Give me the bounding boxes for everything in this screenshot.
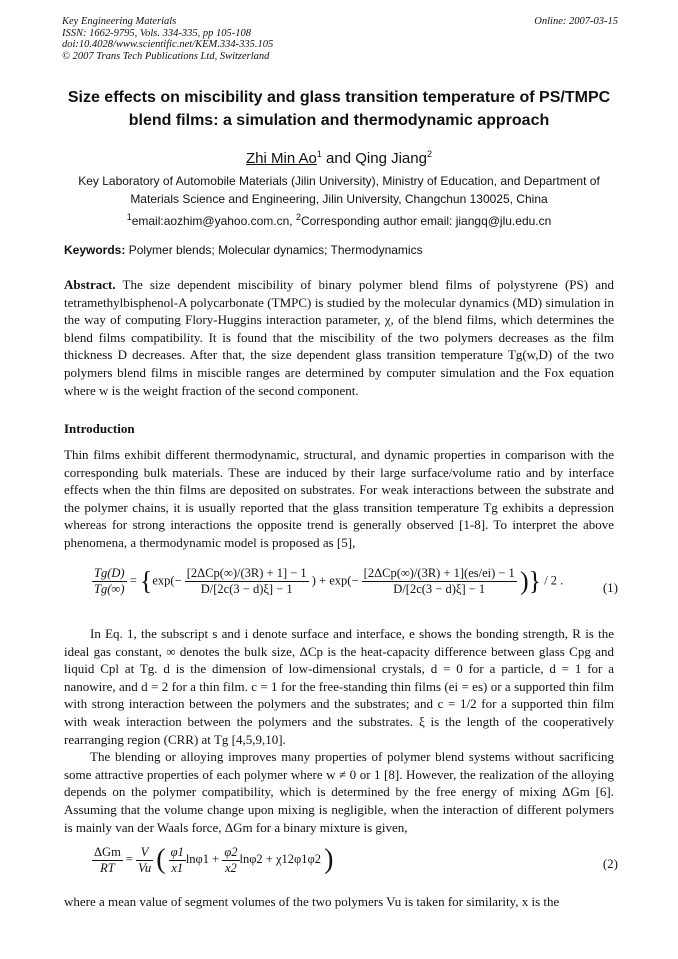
title-line-1: Size effects on miscibility and glass transition temperature of PS/TMPC bbox=[67, 89, 611, 106]
issn-line: ISSN: 1662-9795, Vols. 334-335, pp 105-108 bbox=[62, 27, 251, 39]
author-2-marker: 2 bbox=[426, 149, 432, 159]
email-2-marker: 2 bbox=[295, 212, 301, 222]
eq2-volume-ratio: $\frac{V}{Vu}$ bbox=[138, 844, 152, 875]
intro-paragraph-1: Thin films exhibit different thermodynamic, structural, and dynamic properties in comparison with the corresponding bulk materials. These are induced by their large surface/volume ratio and by interface effects when the thin films are deposited on substrates. For weak interactions between the substrate and the polymer chains, it is usually reported that the glass transition temperature Tg exhibits a depression whereas for strong interactions the opposite trend is generally observed [1-8]. To interpret the above phenomena, a thermodynamic model is proposed as [5], bbox=[64, 447, 614, 550]
affiliation bbox=[50, 172, 628, 230]
keywords-label: Keywords: bbox=[64, 243, 126, 257]
eq2-term-2: $\frac{\varphi 2}{x2}$ bbox=[224, 844, 238, 875]
equation-2-number: (2) bbox=[602, 856, 618, 871]
affiliation-line-2: Materials Science and Engineering, Jilin University, Changchun 130025, China bbox=[130, 192, 548, 206]
keywords bbox=[64, 243, 620, 257]
equation-2: $\frac{\text{ΔGm}}{RT}$ = $\frac{V}{Vu}$ ( $\frac{\varphi 1}{x1}$ lnφ1 + $\frac{\varphi 2}{x2}$ lnφ2 + χ12φ1φ2 ) (2) bbox=[94, 844, 618, 875]
online-date: Online: 2007-03-15 bbox=[534, 16, 618, 27]
keywords-text: Polymer blends; Molecular dynamics; Thermodynamics bbox=[125, 243, 423, 257]
eq1-fraction-1: $\frac{\text{[2ΔCp(∞)/(3R) + 1] − 1}}{D/[2c(3 - d)\xi] - 1}$ bbox=[186, 566, 307, 596]
doi-line: doi:10.4028/www.scientific.net/KEM.334-335.105 bbox=[62, 39, 274, 50]
copyright-line: © 2007 Trans Tech Publications Ltd, Switzerland bbox=[62, 50, 270, 62]
eq2-term-1: $\frac{\varphi 1}{x1}$ bbox=[170, 844, 184, 875]
eq1-fraction-2: $\frac{\text{[2ΔCp(∞)/(3R) + 1](es/ei) − 1}}{D/[2c(3 - d)\xi] - 1}$ bbox=[363, 566, 515, 596]
title-line-2: blend films: a simulation and thermodynamic approach bbox=[128, 112, 550, 129]
abstract bbox=[64, 276, 614, 399]
intro-paragraph-3: The blending or alloying improves many properties of polymer blend systems without sacrificing some attractive properties of each polymer where w ≠ 0 or 1 [8]. However, the realization of the alloying depends on the polymer compatibility, which is determined by the free energy of mixing ΔGm [6]. Assuming that the volume change upon mixing is negligible, when the interaction of different polymers is mainly van der Waals force, ΔGm for a binary mixture is given, bbox=[64, 749, 614, 835]
introduction-heading: Introduction bbox=[64, 421, 135, 436]
eq1-lhs: $\frac{Tg(D)}{Tg(\infty)}$ bbox=[94, 566, 125, 596]
abstract-text: The size dependent miscibility of binary polymer blend films of polystyrene (PS) and tetramethylbisphenol-A polycarbonate (TMPC) is studied by the molecular dynamics (MD) simulation in the way of computing Flory-Huggins interaction parameter, χ, of the blend films, which determines the blend films compatibility. It is found that the miscibility of the two polymers decreases as the film thickness D decreases. After that, the size dependent glass transition temperature Tg(w,D) of the two polymers blend films in miscible ranges are determined by computer simulation and the Fox equation where w is the weight fraction of the second component. bbox=[64, 277, 614, 398]
equation-1-number: (1) bbox=[602, 580, 618, 595]
author-1: Zhi Min Ao bbox=[246, 150, 317, 167]
author-1-marker: 1 bbox=[316, 149, 322, 159]
journal-name: Key Engineering Materials bbox=[62, 16, 177, 27]
author-list bbox=[40, 144, 638, 169]
intro-paragraphs bbox=[64, 625, 614, 836]
journal-header bbox=[62, 16, 618, 62]
eq2-lhs: $\frac{\text{ΔGm}}{RT}$ bbox=[94, 844, 121, 875]
paper-title bbox=[40, 86, 638, 132]
email-1: email:aozhim@yahoo.com.cn, bbox=[131, 214, 296, 228]
email-line bbox=[50, 208, 628, 230]
intro-paragraph-2: In Eq. 1, the subscript s and i denote surface and interface, e shows the bonding strength, R is the ideal gas constant, ∞ denotes the bulk size, ΔCp is the heat-capacity difference between glass Cpg and liquid Cpl at Tg. d is the dimension of low-dimensional crystals, d = 0 for a particle, d = 1 for a nanowire, and d = 2 for a thin film. c = 1 for the free-standing thin films (ei = es) or a supported thin film with strong interaction between the polymers and the substrates; and c = 1/2 for a supported thin film with weak interaction between the polymers and the substrates. ξ is the length of the cooperatively rearranging region (CRR) at Tg [4,5,9,10]. bbox=[64, 626, 614, 747]
author-2: and Qing Jiang bbox=[321, 150, 427, 167]
affiliation-line-1: Key Laboratory of Automobile Materials (Jilin University), Ministry of Education, and Department of bbox=[78, 174, 600, 188]
email-2: Corresponding author email: jiangq@jlu.edu.cn bbox=[300, 214, 552, 228]
abstract-label: Abstract. bbox=[64, 277, 116, 292]
intro-paragraph-4: where a mean value of segment volumes of the two polymers Vu is taken for similarity, x is the bbox=[64, 894, 560, 909]
equation-1: $\frac{Tg(D)}{Tg(\infty)}$ = {exp(− $\frac{\text{[2ΔCp(∞)/(3R) + 1] − 1}}{D/[2c(3 - d)\xi] - 1}$ ) + exp(− $\frac{\text{[2ΔCp(∞)/(3R) + 1](es/ei) − 1}}{D/[2c(3 - d)\xi] - 1}$ )} / 2 . (1) bbox=[94, 566, 618, 596]
email-1-marker: 1 bbox=[126, 212, 132, 222]
